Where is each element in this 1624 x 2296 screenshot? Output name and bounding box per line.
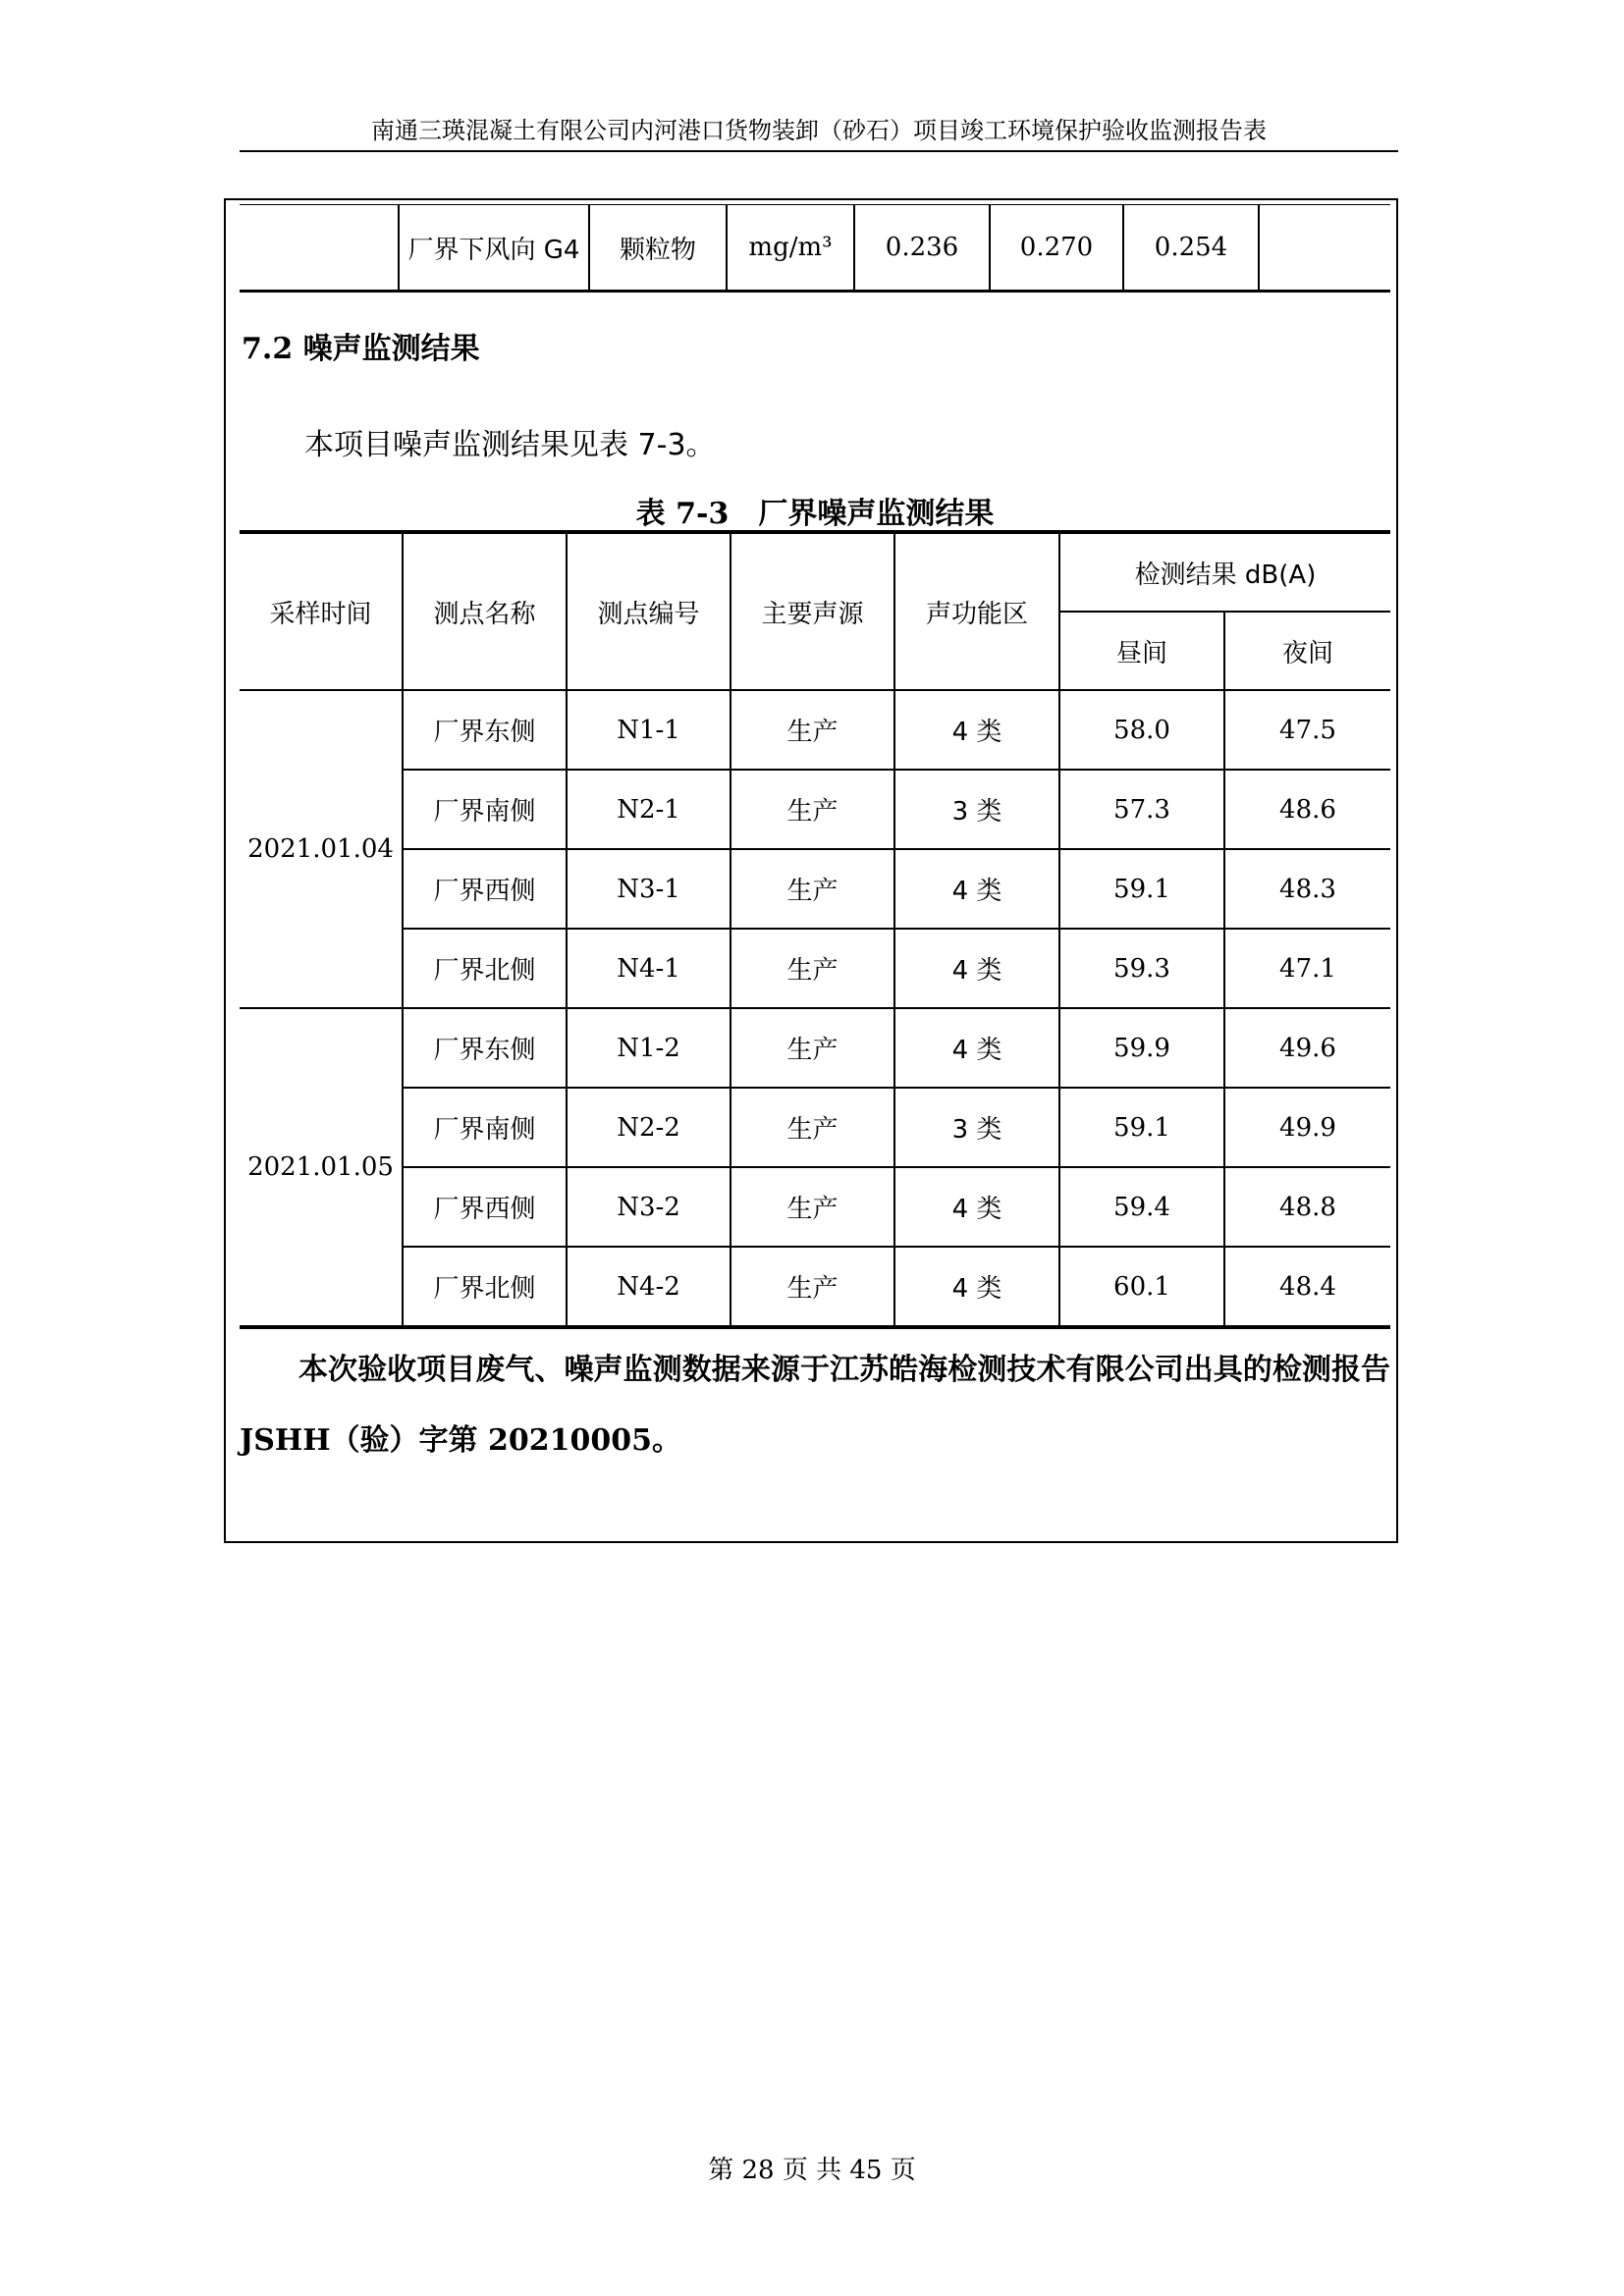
- point-id-cell: N1-1: [567, 690, 731, 770]
- table-row: [240, 1088, 1390, 1167]
- zone-cell: 4 类: [894, 690, 1059, 770]
- table-row: [240, 1008, 1390, 1088]
- header-main-source: 主要声源: [731, 532, 894, 690]
- night-value-cell: 47.1: [1224, 929, 1390, 1008]
- header-day: 昼间: [1059, 612, 1224, 690]
- point-id-cell: N2-1: [567, 770, 731, 849]
- section-intro: 本项目噪声监测结果见表 7-3。: [304, 428, 716, 462]
- table-caption: 表 7-3 厂界噪声监测结果: [635, 497, 995, 531]
- day-value-cell: 59.4: [1059, 1167, 1224, 1247]
- table-row: [240, 1167, 1390, 1247]
- day-value-cell: 59.3: [1059, 929, 1224, 1008]
- point-name-cell: 厂界东侧: [403, 690, 567, 770]
- prior-cell-unit: mg/m³: [727, 205, 854, 292]
- prior-cell-value-2: 0.270: [990, 205, 1123, 292]
- table-row: [240, 690, 1390, 770]
- point-id-cell: N3-2: [567, 1167, 731, 1247]
- header-sample-time: 采样时间: [240, 532, 403, 690]
- point-id-cell: N4-2: [567, 1247, 731, 1327]
- header-night: 夜间: [1224, 612, 1390, 690]
- night-value-cell: 47.5: [1224, 690, 1390, 770]
- noise-results-table: [240, 530, 1390, 1329]
- day-value-cell: 60.1: [1059, 1247, 1224, 1327]
- source-cell: 生产: [731, 1008, 894, 1088]
- point-name-cell: 厂界北侧: [403, 929, 567, 1008]
- zone-cell: 3 类: [894, 770, 1059, 849]
- table-row: [240, 849, 1390, 929]
- day-value-cell: 59.1: [1059, 849, 1224, 929]
- point-name-cell: 厂界西侧: [403, 849, 567, 929]
- prior-cell-pollutant: 颗粒物: [589, 205, 727, 292]
- day-value-cell: 57.3: [1059, 770, 1224, 849]
- header-rule: [240, 150, 1398, 152]
- zone-cell: 4 类: [894, 1247, 1059, 1327]
- report-header-title: 南通三瑛混凝土有限公司内河港口货物装卸（砂石）项目竣工环境保护验收监测报告表: [371, 117, 1267, 144]
- header-result: 检测结果 dB(A): [1059, 532, 1390, 612]
- point-name-cell: 厂界东侧: [403, 1008, 567, 1088]
- source-cell: 生产: [731, 770, 894, 849]
- point-id-cell: N3-1: [567, 849, 731, 929]
- point-name-cell: 厂界南侧: [403, 770, 567, 849]
- night-value-cell: 48.4: [1224, 1247, 1390, 1327]
- header-function-zone: 声功能区: [894, 532, 1059, 690]
- prior-cell-last: [1259, 205, 1390, 292]
- zone-cell: 4 类: [894, 929, 1059, 1008]
- date-cell: 2021.01.05: [240, 1008, 403, 1327]
- prior-cell-value-1: 0.236: [854, 205, 990, 292]
- section-heading: 7.2 噪声监测结果: [242, 332, 480, 366]
- point-name-cell: 厂界南侧: [403, 1088, 567, 1167]
- zone-cell: 4 类: [894, 1008, 1059, 1088]
- point-id-cell: N2-2: [567, 1088, 731, 1167]
- prior-cell-location: 厂界下风向 G4: [399, 205, 589, 292]
- night-value-cell: 48.6: [1224, 770, 1390, 849]
- night-value-cell: 49.9: [1224, 1088, 1390, 1167]
- header-point-id: 测点编号: [567, 532, 731, 690]
- source-cell: 生产: [731, 690, 894, 770]
- zone-cell: 4 类: [894, 849, 1059, 929]
- zone-cell: 4 类: [894, 1167, 1059, 1247]
- source-cell: 生产: [731, 929, 894, 1008]
- point-id-cell: N4-1: [567, 929, 731, 1008]
- table-row: [240, 929, 1390, 1008]
- data-source-note: 本次验收项目废气、噪声监测数据来源于江苏皓海检测技术有限公司出具的检测报告 JSHH（验）字第 20210005。: [240, 1353, 1390, 1458]
- point-name-cell: 厂界西侧: [403, 1167, 567, 1247]
- prior-cell-value-3: 0.254: [1123, 205, 1259, 292]
- prior-table-continuation: [240, 204, 1390, 293]
- table-header-row: [240, 532, 1390, 612]
- table-row: [240, 205, 1390, 292]
- night-value-cell: 48.8: [1224, 1167, 1390, 1247]
- point-id-cell: N1-2: [567, 1008, 731, 1088]
- source-cell: 生产: [731, 1247, 894, 1327]
- source-cell: 生产: [731, 1167, 894, 1247]
- night-value-cell: 48.3: [1224, 849, 1390, 929]
- day-value-cell: 58.0: [1059, 690, 1224, 770]
- header-point-name: 测点名称: [403, 532, 567, 690]
- date-cell: 2021.01.04: [240, 690, 403, 1008]
- source-cell: 生产: [731, 849, 894, 929]
- source-cell: 生产: [731, 1088, 894, 1167]
- prior-cell-blank: [240, 205, 399, 292]
- zone-cell: 3 类: [894, 1088, 1059, 1167]
- table-row: [240, 1247, 1390, 1327]
- day-value-cell: 59.1: [1059, 1088, 1224, 1167]
- point-name-cell: 厂界北侧: [403, 1247, 567, 1327]
- table-row: [240, 770, 1390, 849]
- page-number-footer: 第 28 页 共 45 页: [708, 2156, 916, 2185]
- night-value-cell: 49.6: [1224, 1008, 1390, 1088]
- day-value-cell: 59.9: [1059, 1008, 1224, 1088]
